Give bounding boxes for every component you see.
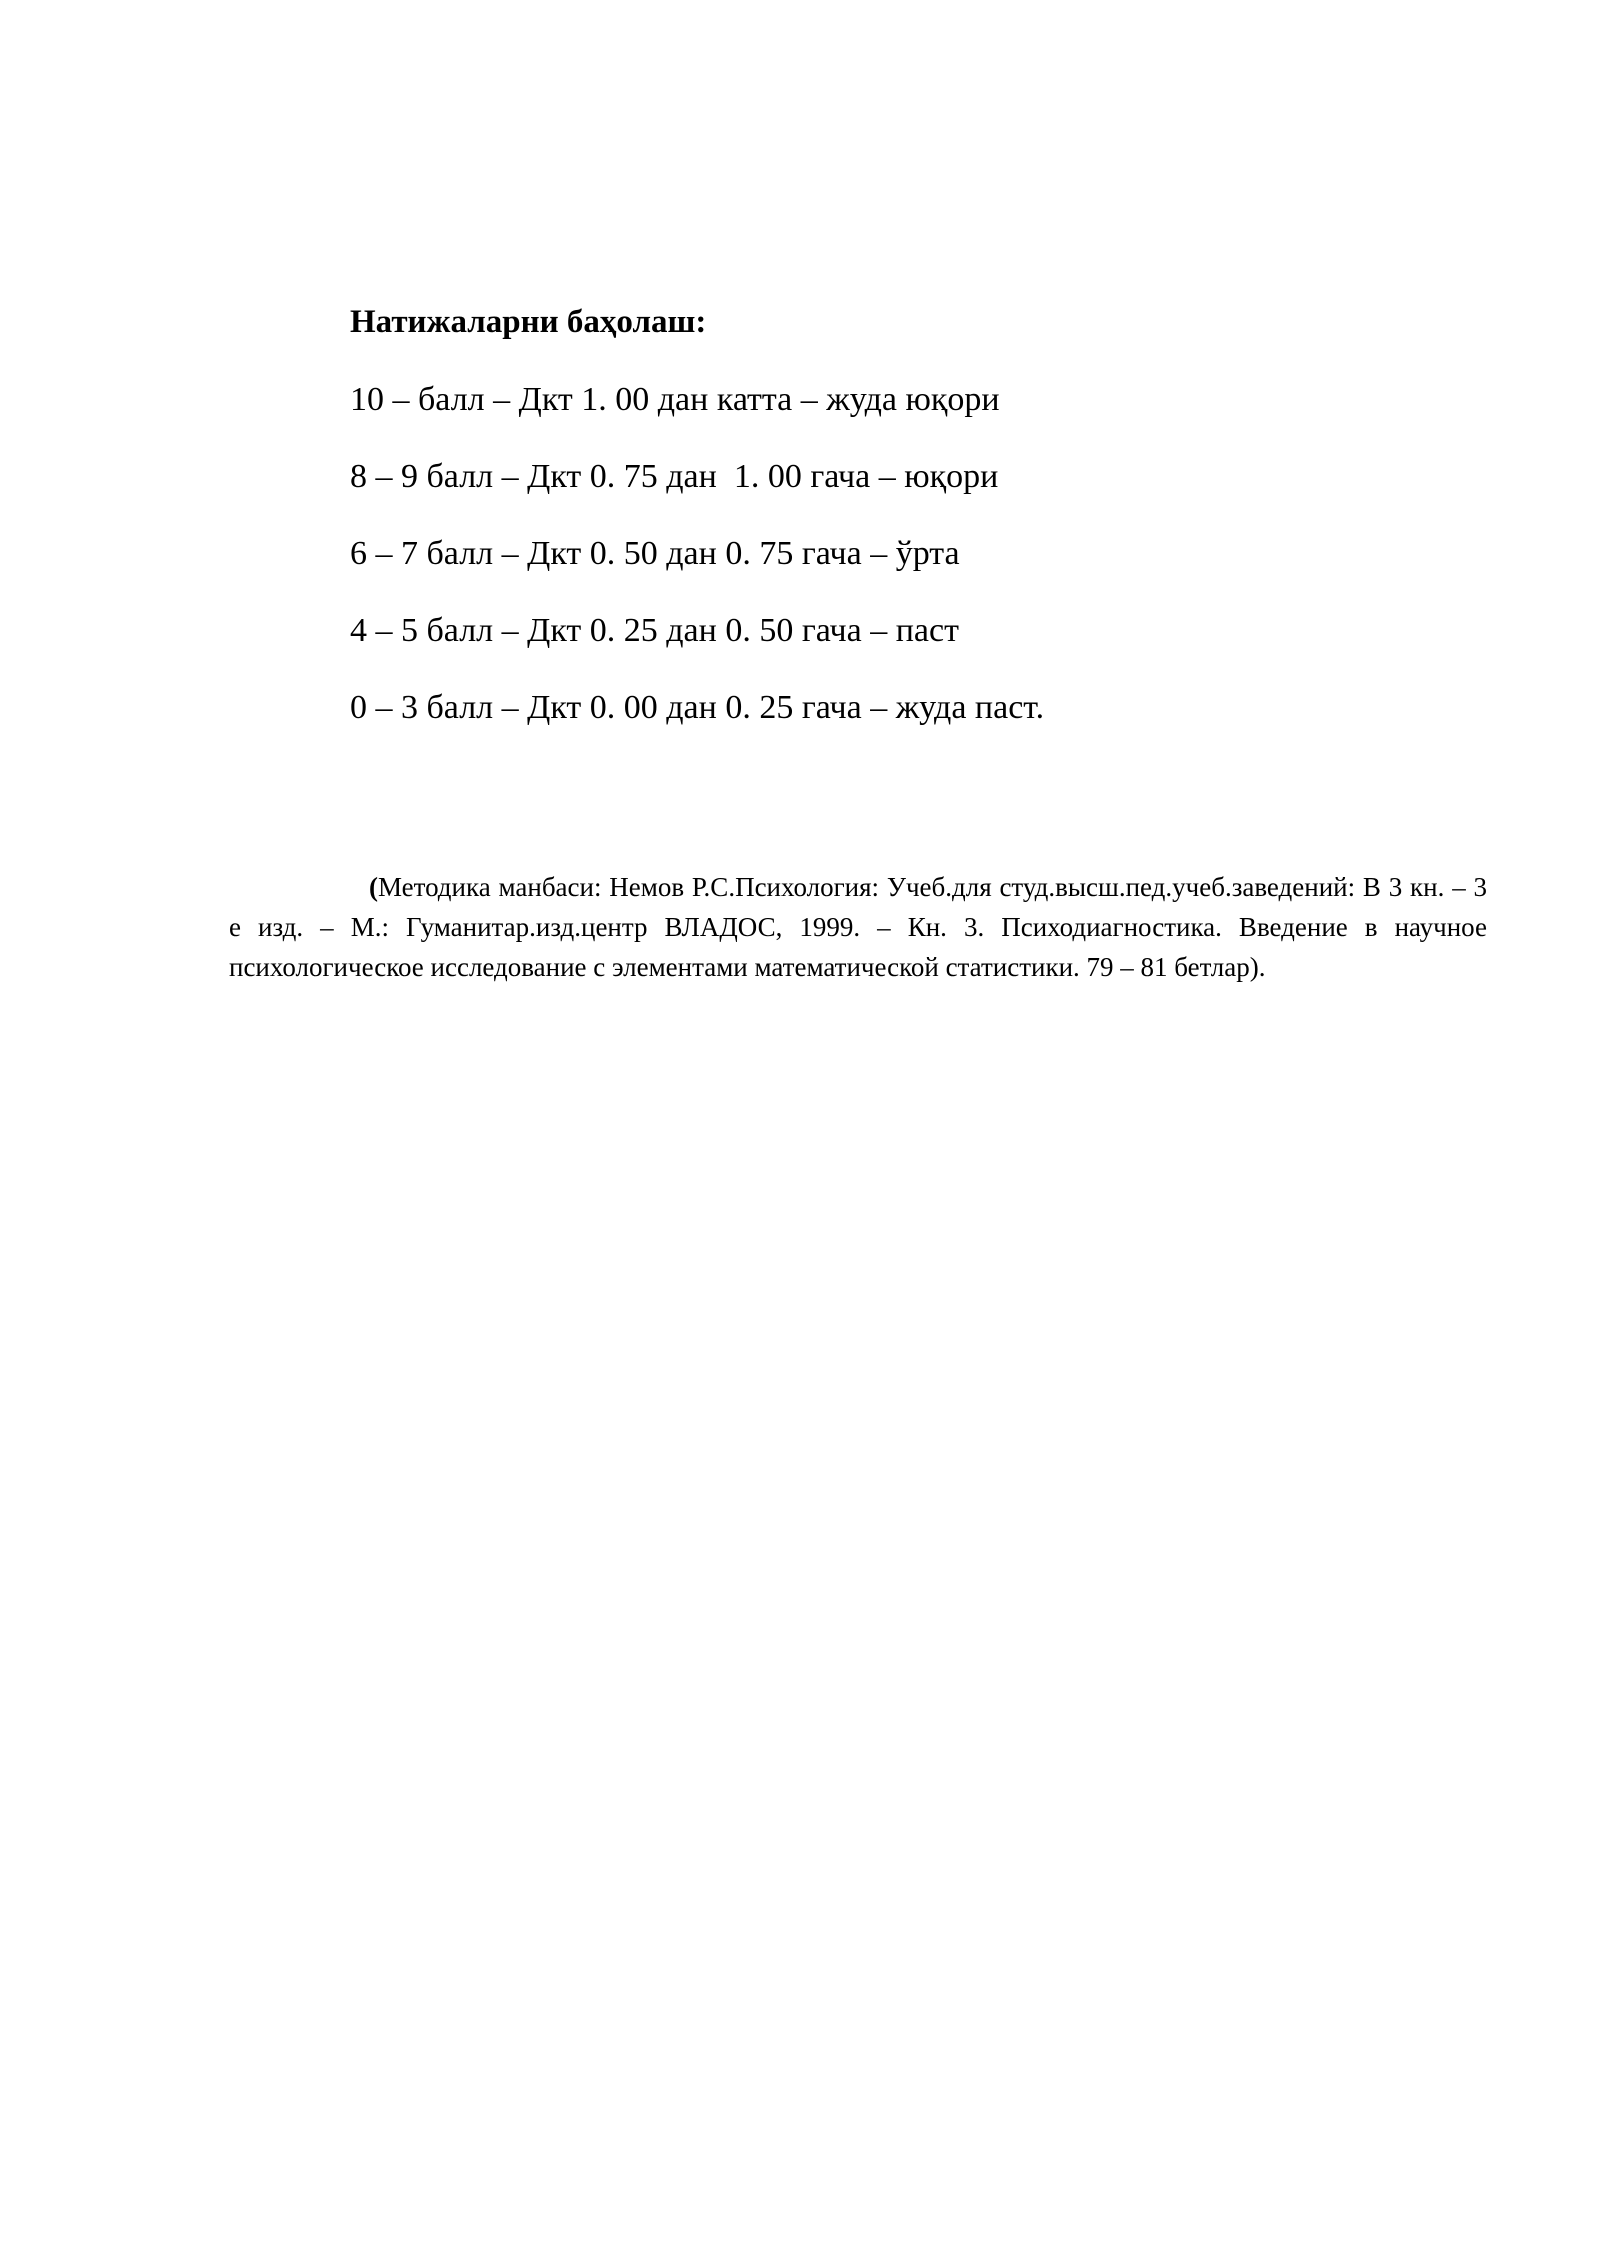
score-line-4-5: 4 – 5 балл – Дкт 0. 25 дан 0. 50 гача – паст	[350, 612, 959, 649]
source-citation	[229, 867, 1487, 987]
score-line-8-9: 8 – 9 балл – Дкт 0. 75 дан 1. 00 гача – юқори	[350, 458, 999, 495]
score-line-0-3: 0 – 3 балл – Дкт 0. 00 дан 0. 25 гача – жуда паст.	[350, 689, 1045, 726]
citation-text: Методика манбаси: Немов Р.С.Психология: Учеб.для студ.высш.пед.учеб.заведений: В 3 кн. – 3 е изд. – М.: Гуманитар.изд.центр ВЛАДОС, 1999. – Кн. 3. Психодиагностика. Введение в научное психологическое исследование с элементами математической статистики. 79 – 81 бетлар).	[229, 872, 1487, 982]
citation-open-paren: (	[369, 872, 378, 902]
score-line-10: 10 – балл – Дкт 1. 00 дан катта – жуда юқори	[350, 381, 1000, 418]
score-line-6-7: 6 – 7 балл – Дкт 0. 50 дан 0. 75 гача – ўрта	[350, 535, 960, 572]
score-scale-list	[350, 380, 1044, 765]
section-heading: Натижаларни баҳолаш:	[350, 304, 707, 340]
